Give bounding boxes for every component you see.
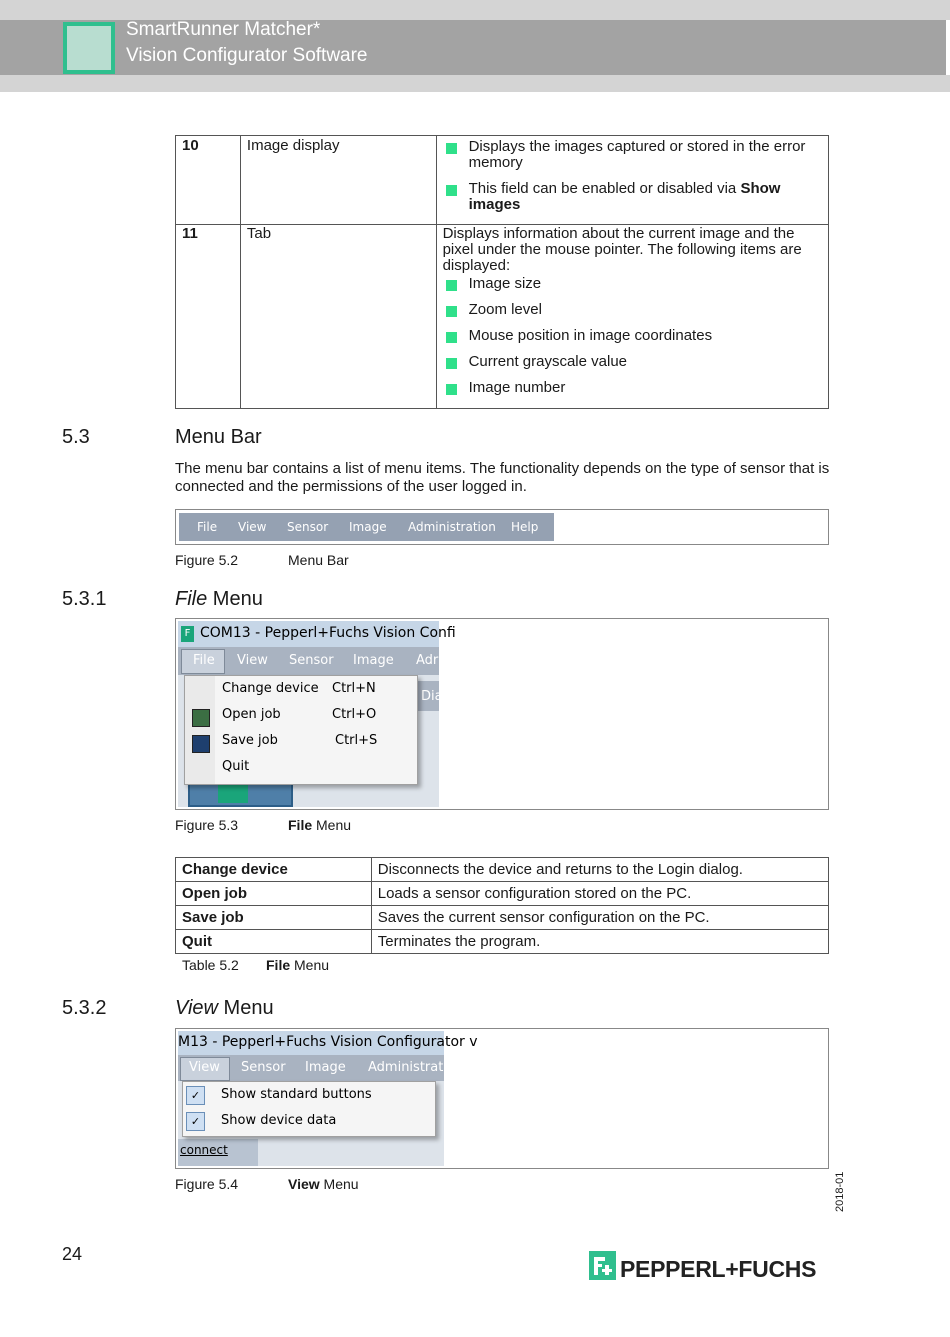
list-item xyxy=(443,354,822,370)
list-item-text: Image number xyxy=(468,379,566,396)
menu-sensor[interactable]: Sensor xyxy=(289,653,334,668)
row-description xyxy=(436,136,828,225)
figure-menu-bar xyxy=(175,509,829,545)
page-number: 24 xyxy=(62,1244,83,1264)
view-dropdown xyxy=(182,1081,436,1137)
menu-sensor[interactable]: Sensor xyxy=(287,520,329,534)
menu-image[interactable]: Image xyxy=(349,520,387,534)
table-cell-name: Change device xyxy=(176,858,372,882)
table-cell-desc: Terminates the program. xyxy=(371,930,828,954)
section-title-rest: Menu xyxy=(207,588,263,610)
menu-image[interactable]: Image xyxy=(353,653,394,668)
menu-administration[interactable]: Administrat xyxy=(368,1060,444,1075)
bullet-icon xyxy=(446,143,457,154)
menu-administration[interactable]: Adr xyxy=(416,653,439,668)
section-number: 5.3.2 xyxy=(62,997,107,1019)
figure-caption xyxy=(288,1176,359,1192)
menu-view[interactable]: View xyxy=(237,653,268,668)
section-title xyxy=(175,588,263,611)
bullet-icon xyxy=(446,384,457,395)
menu-item-show-standard-buttons[interactable]: Show standard buttons xyxy=(221,1087,372,1102)
list-item-text: Displays the images captured or stored in the error memory xyxy=(468,138,806,171)
figure-label: Figure 5.2 xyxy=(175,552,239,568)
table-cell-name: Save job xyxy=(176,906,372,930)
table-cell-name: Open job xyxy=(176,882,372,906)
menu-item-show-device-data[interactable]: Show device data xyxy=(221,1113,337,1128)
date-code: 2018-01 xyxy=(834,1171,846,1212)
menu-bar-screenshot xyxy=(179,513,554,541)
row-name: Image display xyxy=(240,136,436,225)
table-label: Table 5.2 xyxy=(182,957,239,973)
figure-caption xyxy=(288,817,351,833)
table-cell-desc: Saves the current sensor configuration on the PC. xyxy=(371,906,828,930)
menu-file[interactable]: File xyxy=(197,520,218,534)
background-panel-text: Dia xyxy=(421,689,443,704)
menu-item-quit[interactable]: Quit xyxy=(222,759,250,774)
list-item xyxy=(443,328,822,344)
table-row xyxy=(176,906,829,930)
section-title: Menu Bar xyxy=(175,426,262,448)
table-row xyxy=(176,882,829,906)
list-item xyxy=(443,380,822,396)
section-title xyxy=(175,997,274,1020)
file-dropdown xyxy=(184,675,418,785)
bullet-icon xyxy=(446,306,457,317)
menu-view[interactable]: View xyxy=(189,1060,220,1075)
header-subtitle: Vision Configurator Software xyxy=(126,45,368,66)
table-cell-desc: Disconnects the device and returns to the Login dialog. xyxy=(371,858,828,882)
table-caption xyxy=(266,957,329,973)
menu-help[interactable]: Help xyxy=(511,520,539,534)
menu-sensor[interactable]: Sensor xyxy=(241,1060,286,1075)
brand-logo-glyph-icon xyxy=(589,1251,616,1280)
header-top-band xyxy=(0,0,950,20)
list-item-text: This field can be enabled or disabled via xyxy=(468,180,741,197)
figure-caption-rest: Menu xyxy=(312,817,352,833)
list-item xyxy=(443,139,822,171)
menu-file[interactable]: File xyxy=(193,653,215,668)
header-title: SmartRunner Matcher* xyxy=(126,19,321,40)
view-menu-screenshot xyxy=(178,1031,478,1166)
figure-caption-bold: File xyxy=(288,817,313,833)
check-icon: ✓ xyxy=(186,1086,205,1105)
figure-view-menu xyxy=(175,1028,829,1169)
menu-view[interactable]: View xyxy=(238,520,267,534)
section-number: 5.3 xyxy=(62,426,90,448)
row-number-text: 10 xyxy=(182,137,199,154)
window-title: COM13 - Pepperl+Fuchs Vision Confi xyxy=(200,625,456,641)
menu-administration[interactable]: Administration xyxy=(408,520,496,534)
table-cell-name: Quit xyxy=(176,930,372,954)
list-item-text: Current grayscale value xyxy=(468,353,628,370)
table-row xyxy=(176,930,829,954)
open-job-icon xyxy=(192,709,210,727)
dropdown-icon-column xyxy=(185,676,215,784)
table-caption-rest: Menu xyxy=(290,957,330,973)
window-title: M13 - Pepperl+Fuchs Vision Configurator v xyxy=(178,1034,478,1050)
table-caption-bold: File xyxy=(266,957,291,973)
check-icon: ✓ xyxy=(186,1112,205,1131)
list-item-text: Image size xyxy=(468,275,542,292)
file-menu-table xyxy=(175,857,829,954)
list-item-text: Zoom level xyxy=(468,301,542,318)
menu-item-open-job[interactable]: Open job xyxy=(222,707,281,722)
list-item xyxy=(443,302,822,318)
app-logo-icon: F xyxy=(181,626,194,642)
figure-label: Figure 5.4 xyxy=(175,1176,239,1192)
list-item-text: Mouse position in image coordinates xyxy=(468,327,713,344)
header-logo-square xyxy=(63,22,115,74)
bullet-icon xyxy=(446,185,457,196)
row-number xyxy=(176,136,241,225)
shortcut-open-job: Ctrl+O xyxy=(332,707,377,722)
bullet-icon xyxy=(446,332,457,343)
section-title-italic: File xyxy=(175,588,208,610)
description-table xyxy=(175,135,829,409)
figure-file-menu xyxy=(175,618,829,810)
list-item xyxy=(443,276,822,292)
table-row xyxy=(176,136,829,225)
row-intro-text: Displays information about the current image and the pixel under the mouse pointer. The following items are displayed: xyxy=(442,225,802,274)
device-icon xyxy=(218,785,248,803)
section-number: 5.3.1 xyxy=(62,588,107,610)
table-row xyxy=(176,858,829,882)
brand-logo-icon xyxy=(589,1251,616,1280)
shortcut-save-job: Ctrl+S xyxy=(335,733,378,748)
bullet-icon xyxy=(446,280,457,291)
row-description xyxy=(436,225,828,409)
menu-item-change-device[interactable]: Change device xyxy=(222,681,319,696)
brand-name: PEPPERL+FUCHS xyxy=(620,1256,817,1282)
file-menu-screenshot xyxy=(178,621,456,807)
row-number xyxy=(176,225,241,409)
list-item-bold-text: Show images xyxy=(468,180,781,213)
figure-caption-rest: Menu xyxy=(319,1176,359,1192)
section-body-text: The menu bar contains a list of menu items. The functionality depends on the type of sensor that is connected and the permissions of the user logged in. xyxy=(175,460,830,495)
menu-item-save-job[interactable]: Save job xyxy=(222,733,278,748)
row-number-text: 11 xyxy=(182,225,198,242)
connect-link: connect xyxy=(180,1143,228,1157)
table-cell-desc: Loads a sensor configuration stored on the PC. xyxy=(371,882,828,906)
figure-caption-bold: View xyxy=(288,1176,320,1192)
figure-caption: Menu Bar xyxy=(288,552,349,568)
row-name: Tab xyxy=(240,225,436,409)
section-title-rest: Menu xyxy=(218,997,274,1019)
shortcut-change-device: Ctrl+N xyxy=(332,681,376,696)
menu-image[interactable]: Image xyxy=(305,1060,346,1075)
save-job-icon xyxy=(192,735,210,753)
table-row xyxy=(176,225,829,409)
list-item xyxy=(443,181,822,213)
header-bottom-band xyxy=(0,75,950,92)
section-title-italic: View xyxy=(175,997,218,1019)
bullet-icon xyxy=(446,358,457,369)
figure-label: Figure 5.3 xyxy=(175,817,239,833)
